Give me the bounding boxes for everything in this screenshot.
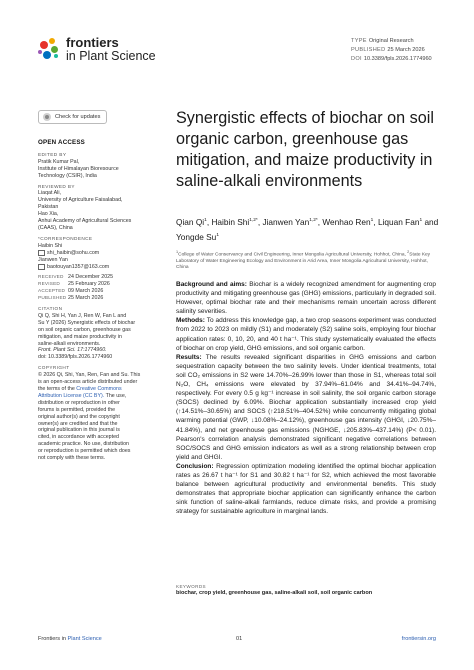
published-date: 25 March 2026 xyxy=(387,47,425,53)
footer-site-link[interactable]: frontiersin.org xyxy=(401,636,436,642)
frontiers-logo-icon xyxy=(38,38,60,60)
journal-name-line1: frontiers xyxy=(66,35,119,50)
email-icon xyxy=(38,250,45,256)
author-name[interactable]: Haibin Shi$^{1,2*}$ xyxy=(211,216,258,227)
affiliations: $^1$College of Water Conservancy and Civil Engineering, Inner Mongolia Agricultural University, Hohhot, China, $^2$State Key Laboratory of Water Engineering Ecology and Environment in Arid Area, Inner Mongolia Agricultural University, Hohhot, China xyxy=(176,250,431,270)
journal-name-line2: in Plant Science xyxy=(66,48,156,63)
abstract-conclusion: Conclusion: Regression optimization modeling identified the optimal biochar application rates as 26.67 t ha⁻¹ for S1 and 30.82 t ha⁻¹ for S2, which achieved the most favorable balance between agricultural productivity and environmental benefits. This study demonstrates that appropriate biochar application can significantly enhance the carbon sink function of saline-alkali farmlands, reduce climate risks, and provide a promising strategy for sustainable agriculture in marginal lands. xyxy=(176,462,436,516)
author-name[interactable]: Liquan Fan$^1$ xyxy=(377,216,423,227)
abstract-background: Background and aims: Biochar is a widely recognized amendment for augmenting crop productivity and mitigating greenhouse gas (GHG) emissions, particularly in degraded soil. However, optimal biochar rate and their mechanisms remain uncertain across different salinity severities. xyxy=(176,281,436,316)
edited-by: EDITED BY Pratik Kumar Pal, Institute of Himalayan Bioresource Technology (CSIR), India xyxy=(38,151,119,179)
email-link[interactable]: shi_haibin@sohu.com xyxy=(47,249,100,256)
license-link[interactable]: Attribution License (CC BY). xyxy=(38,392,105,399)
abstract-results: Results: The results revealed significant disparities in GHG emissions and carbon sequestration capacity between the two salinity levels. Under identical treatments, total soil CO₂ emissions in S2 were 14.70%–26.99% lower than those in S1, whereas total soil N₂O, CH₄ emissions were elevated by 37.94%–61.04% and 34.41%–94.74%, respectively. For every 0.5 g kg⁻¹ increase in soil salinity, the soil organic carbon storage (SOCS) declined by 6.09%. Biochar application substantially increased crop yield (↑14.51%–30.65%) and SOCS (↑218.51%–404.52%) while concurrently mitigating global warming potential (GWP, ↓10.08%–24.12%), greenhouse gas intensity (GHGI, ↓20.75%–41.84%), and net greenhouse gas emissions (NGHGE, ↓205.83%–437.14%) (P< 0.01). Pearson's correlation analysis demonstrated significant negative correlations between SOC/SOCS and GHG emission indicators as well as a strong relationship between crop yield and GHGI. xyxy=(176,353,436,461)
article-dates: RECEIVED 24 December 2025 REVISED 25 February 2026 ACCEPTED 09 March 2026 PUBLISHED 25 March 2026 xyxy=(38,274,114,302)
article-title: Synergistic effects of biochar on soil organic carbon, greenhouse gas mitigation, and maize productivity in saline-alkali environments xyxy=(176,109,434,190)
open-access-label: OPEN ACCESS xyxy=(38,139,86,146)
email-icon xyxy=(38,264,45,270)
author-name[interactable]: Qian Qi$^1$ xyxy=(176,216,207,227)
keywords-list: biochar, crop yield, greenhouse gas, saline-alkali soil, soil organic carbon xyxy=(176,590,373,596)
doi[interactable]: 10.3389/fpls.2026.1774960 xyxy=(363,56,432,62)
article-type: Original Research xyxy=(368,38,414,44)
author-name[interactable]: Yongde Su$^1$ xyxy=(176,231,219,242)
reviewed-by: REVIEWED BY Liaqat Ali, University of Agriculture Faisalabad, Pakistan Hao Xia, Anhui Academy of Agricultural Sciences (CAAS), China xyxy=(38,183,132,231)
author-name[interactable]: Wenhao Ren$^1$ xyxy=(322,216,374,227)
update-icon xyxy=(43,113,51,121)
author-list: Qian Qi$^1$, Haibin Shi$^{1,2*}$, Jianwen Yan$^{1,2*}$, Wenhao Ren$^1$, Liquan Fan$^1$ and Yongde Su$^1$ xyxy=(176,216,439,242)
correspondence: *CORRESPONDENCE Haibin Shi shi_haibin@sohu.com Jianwen Yan baotouyan1357@163.com xyxy=(38,235,110,270)
keywords: KEYWORDS biochar, crop yield, greenhouse gas, saline-alkali soil, soil organic carbon xyxy=(176,584,436,596)
footer-journal: Frontiers in Plant Science xyxy=(38,636,102,642)
sidebar xyxy=(38,140,156,466)
abstract-methods: Methods: To address this knowledge gap, a two crop seasons experiment was conducted from 2022 to 2023 on mildly (S1) and moderately (S2) saline soils, employing four biochar application rates: 0, 10, 20, and 40 t ha⁻¹. This study systematically evaluated the effects of biochar on crop yield, GHG emissions, and soil organic carbon. xyxy=(176,317,436,352)
journal-logo[interactable] xyxy=(38,36,156,63)
article-meta: TYPE Original Research PUBLISHED 25 March 2026 DOI 10.3389/fpls.2026.1774960 xyxy=(351,38,432,62)
check-for-updates-button[interactable]: Check for updates xyxy=(38,110,107,124)
license-link[interactable]: Creative Commons xyxy=(76,386,122,392)
author-name[interactable]: Jianwen Yan$^{1,2*}$ xyxy=(262,216,318,227)
copyright: COPYRIGHT © 2026 Qi, Shi, Yan, Ren, Fan and Su. This is an open-access article distributed under the terms of the Creative Commons Attribution License (CC BY). The use, distribution or reproduction in other forums is permitted, provided the original author(s) and the copyright owner(s) are credited and that the original publication in this journal is cited, in accordance with accepted academic practice. No use, distribution or reproduction is permitted which does not comply with these terms. xyxy=(38,365,141,462)
page-number: 01 xyxy=(236,636,243,642)
email-link[interactable]: baotouyan1357@163.com xyxy=(47,263,110,270)
abstract xyxy=(176,280,436,516)
citation: CITATION Qi Q, Shi H, Yan J, Ren W, Fan L and Su Y (2026) Synergistic effects of biochar on soil organic carbon, greenhouse gas mitigation, and maize productivity in saline-alkali environments. Front. Plant Sci. 17:1774960. doi: 10.3389/fpls.2026.1774960 xyxy=(38,306,136,361)
